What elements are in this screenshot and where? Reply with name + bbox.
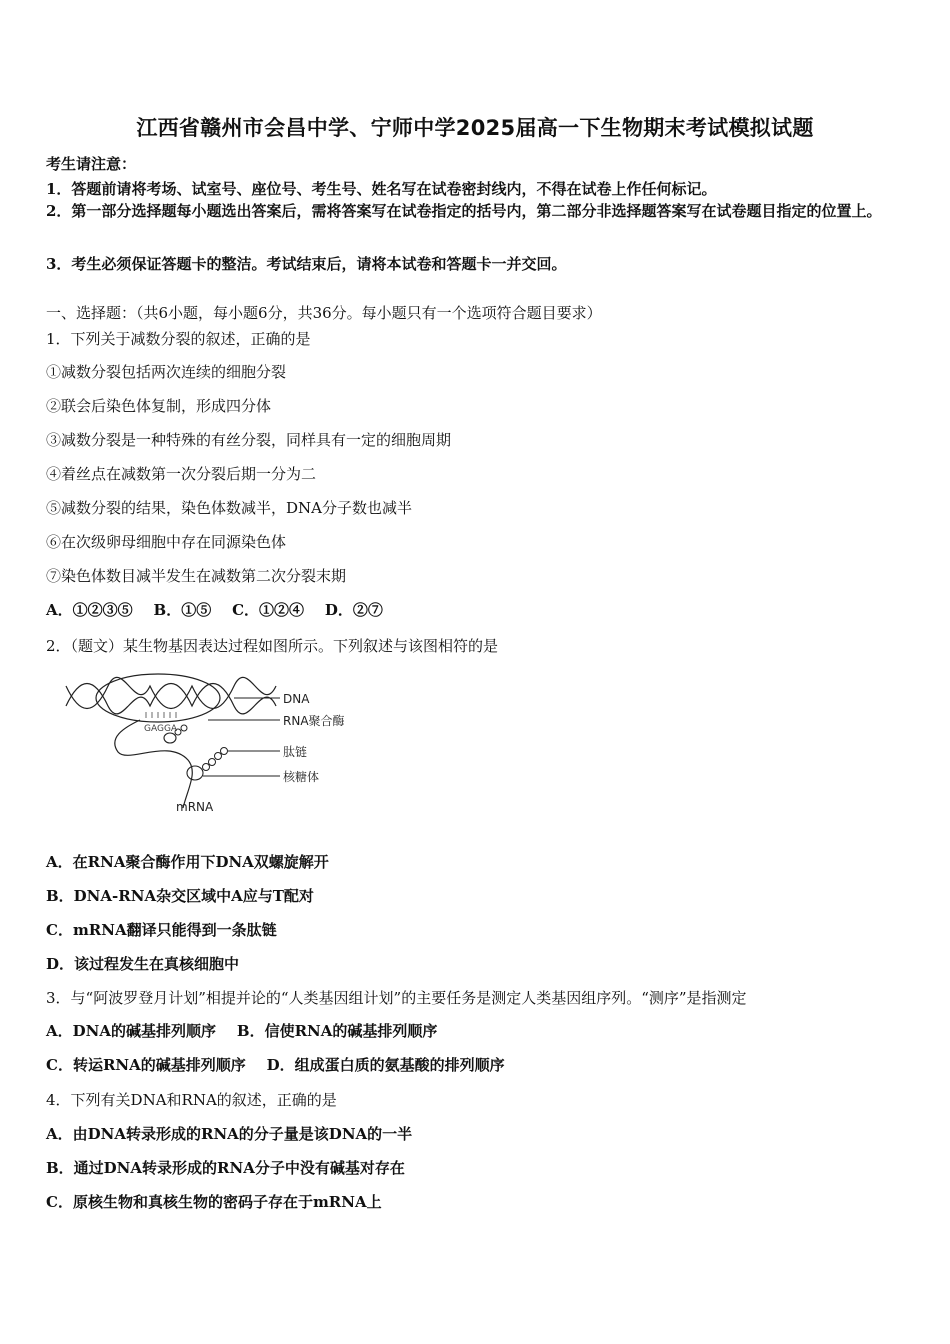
label-rna-polymerase: RNA聚合酶	[283, 714, 345, 728]
q1-statement-6: ⑥在次级卵母细胞中存在同源染色体	[46, 533, 287, 551]
label-ribosome: 核糖体	[283, 770, 320, 784]
notice-item-1: 1．答题前请将考场、试室号、座位号、考生号、姓名写在试卷密封线内，不得在试卷上作任何标记。	[46, 180, 717, 198]
q4-option-a: A．由DNA转录形成的RNA的分子量是该DNA的一半	[46, 1125, 413, 1143]
q1-statement-4: ④着丝点在减数第一次分裂后期一分为二	[46, 465, 317, 483]
q1-statement-2: ②联会后染色体复制，形成四分体	[46, 397, 272, 415]
q4-option-b: B．通过DNA转录形成的RNA分子中没有碱基对存在	[46, 1159, 405, 1177]
q2-option-a: A．在RNA聚合酶作用下DNA双螺旋解开	[46, 853, 329, 871]
label-mrna: mRNA	[176, 800, 214, 814]
q3-options-row-1: A．DNA的碱基排列顺序 B．信使RNA的碱基排列顺序	[46, 1022, 438, 1040]
q2-option-b: B．DNA-RNA杂交区域中A应与T配对	[46, 887, 314, 905]
q1-statement-1: ①减数分裂包括两次连续的细胞分裂	[46, 363, 287, 381]
q1-statement-7: ⑦染色体数目减半发生在减数第二次分裂末期	[46, 567, 347, 585]
sequence-label: GAGGA	[144, 724, 178, 734]
label-dna: DNA	[283, 692, 310, 706]
q2-stem: 2．（题文）某生物基因表达过程如图所示。下列叙述与该图相符的是	[46, 637, 499, 655]
notice-item-3: 3．考生必须保证答题卡的整洁。考试结束后，请将本试卷和答题卡一并交回。	[46, 255, 567, 273]
notice-item-2: 2．第一部分选择题每小题选出答案后，需将答案写在试卷指定的括号内，第二部分非选择题答案写在试卷题目指定的位置上。	[46, 202, 882, 220]
notice-heading: 考生请注意：	[46, 155, 137, 173]
q2-option-d: D．该过程发生在真核细胞中	[46, 955, 240, 973]
section-heading: 一、选择题：（共6小题，每小题6分，共36分。每小题只有一个选项符合题目要求）	[46, 304, 602, 322]
q4-stem: 4．下列有关DNA和RNA的叙述，正确的是	[46, 1091, 337, 1109]
page-title: 江西省赣州市会昌中学、宁师中学2025届高一下生物期末考试模拟试题	[136, 116, 814, 140]
label-peptide: 肽链	[283, 745, 308, 759]
q1-statement-5: ⑤减数分裂的结果，染色体数减半，DNA分子数也减半	[46, 499, 412, 517]
q1-stem: 1．下列关于减数分裂的叙述，正确的是	[46, 330, 311, 348]
gene-expression-diagram	[58, 668, 358, 818]
q3-options-row-2: C．转运RNA的碱基排列顺序 D．组成蛋白质的氨基酸的排列顺序	[46, 1056, 505, 1074]
q1-statement-3: ③减数分裂是一种特殊的有丝分裂，同样具有一定的细胞周期	[46, 431, 452, 449]
q4-option-c: C．原核生物和真核生物的密码子存在于mRNA上	[46, 1193, 382, 1211]
q1-options: A．①②③⑤ B．①⑤ C．①②④ D．②⑦	[46, 601, 383, 619]
q3-stem: 3．与“阿波罗登月计划”相提并论的“人类基因组计划”的主要任务是测定人类基因组序列。“测序”是指测定	[46, 989, 747, 1007]
q2-option-c: C．mRNA翻译只能得到一条肽链	[46, 921, 277, 939]
